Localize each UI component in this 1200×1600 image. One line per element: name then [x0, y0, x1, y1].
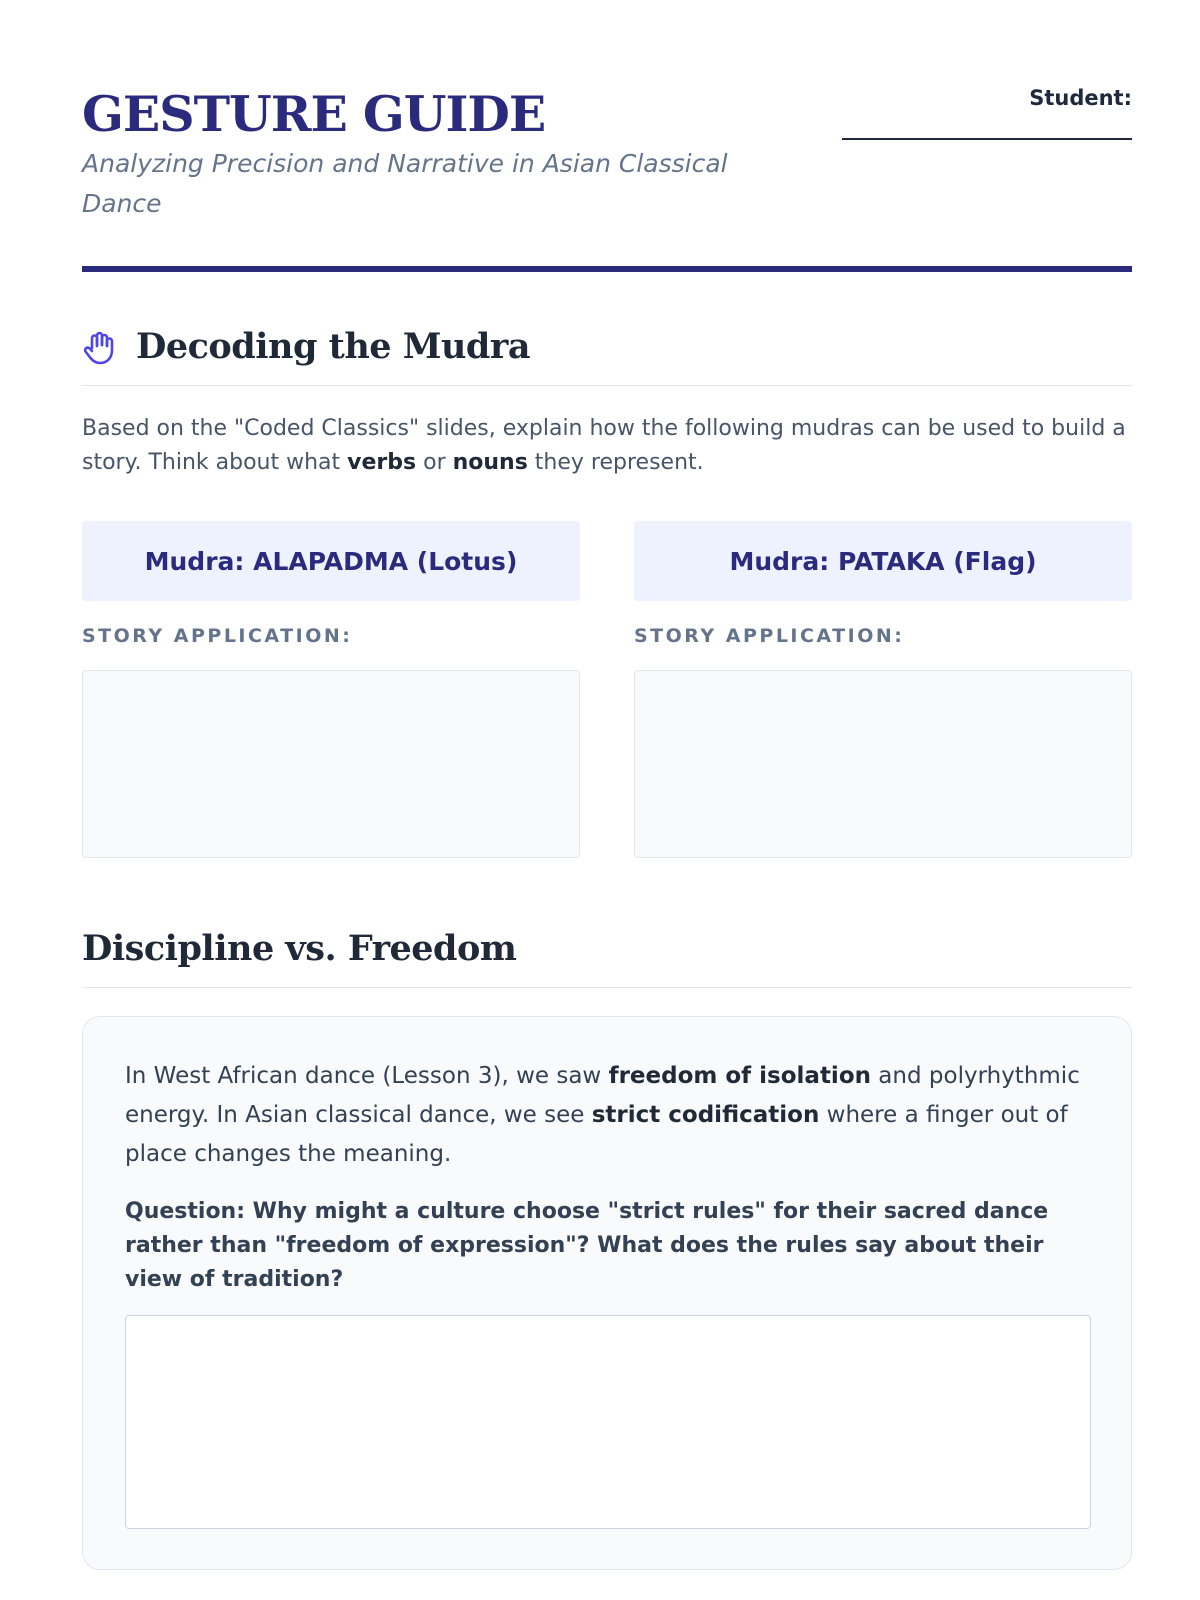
disc-bold-freedom: freedom of isolation [608, 1063, 871, 1089]
header [82, 84, 1132, 270]
section-title-mudra: Decoding the Mudra [136, 326, 530, 367]
disc-text-1: In West African dance (Lesson 3), we saw [125, 1063, 609, 1089]
section-discipline-header [82, 924, 1132, 988]
disc-bold-codification: strict codification [591, 1102, 820, 1128]
worksheet-page [82, 0, 1132, 1600]
mudra-card-alapadma: Mudra: ALAPADMA (Lotus) [82, 521, 580, 601]
student-label: Student: [1029, 86, 1132, 110]
discipline-panel [82, 1016, 1132, 1570]
intro-text-3: they represent. [527, 450, 704, 475]
discipline-text [125, 1057, 1095, 1174]
intro-text-1: Based on the "Coded Classics" slides, explain how the following mudras can be used to build a story. Think about what [82, 416, 1126, 475]
page-title: GESTURE GUIDE [82, 85, 546, 143]
page-subtitle: Analyzing Precision and Narrative in Asian Classical Dance [82, 149, 728, 218]
section-mudra-header [82, 322, 1132, 386]
hand-icon [82, 330, 116, 366]
mudra-card-pataka: Mudra: PATAKA (Flag) [634, 521, 1132, 601]
student-name-field[interactable] [842, 84, 1132, 112]
discipline-answer-box[interactable] [125, 1315, 1091, 1529]
header-divider [82, 266, 1132, 272]
intro-bold-verbs: verbs [347, 450, 417, 475]
story-answer-pataka[interactable] [634, 670, 1132, 858]
story-answer-alapadma[interactable] [82, 670, 580, 858]
story-label-alapadma: STORY APPLICATION: [82, 625, 353, 647]
intro-text-2: or [416, 450, 453, 475]
mudra-instructions [82, 412, 1132, 480]
discipline-question: Question: Why might a culture choose "strict rules" for their sacred dance rather than "freedom of expression"? What does the rules say about their view of tradition? [125, 1199, 1049, 1292]
student-name-line[interactable] [842, 138, 1132, 140]
intro-bold-nouns: nouns [452, 450, 528, 475]
disc-text-3: where a finger out of place changes the meaning. [125, 1102, 1068, 1167]
section-title-discipline: Discipline vs. Freedom [82, 928, 517, 969]
story-label-pataka: STORY APPLICATION: [634, 625, 905, 647]
disc-text-2: and polyrhythmic energy. In Asian classical dance, we see [125, 1063, 1080, 1128]
